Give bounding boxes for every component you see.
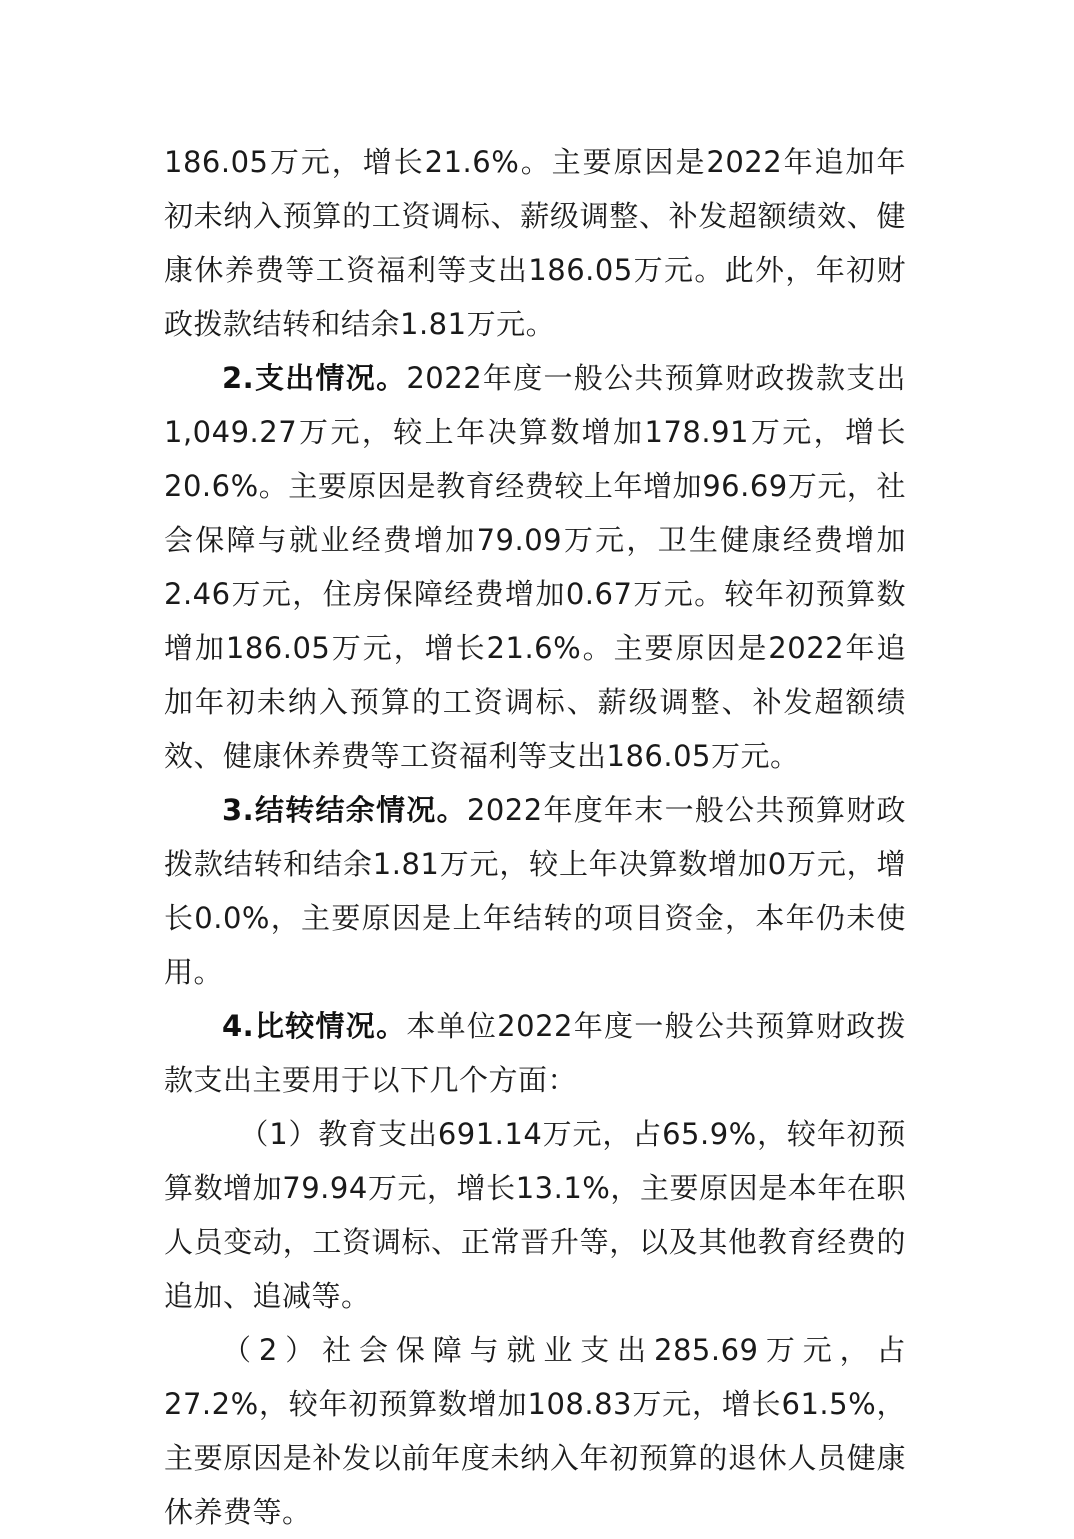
paragraph-revenue-continuation [164, 135, 906, 351]
paragraph-education [164, 1107, 906, 1323]
section-heading-expenditure: 2.支出情况。 [222, 361, 407, 395]
paragraph-carryover [164, 783, 906, 999]
paragraph-text: 186.05万元，增长21.6%。主要原因是2022年追加年初未纳入预算的工资调标、薪级调整、补发超额绩效、健康休养费等工资福利等支出186.05万元。此外，年初财政拨款结转和结余1.81万元。 [164, 145, 906, 341]
paragraph-comparison [164, 999, 906, 1107]
paragraph-expenditure [164, 351, 906, 783]
paragraph-text: 2022年度一般公共预算财政拨款支出1,049.27万元，较上年决算数增加178.91万元，增长20.6%。主要原因是教育经费较上年增加96.69万元，社会保障与就业经费增加79.09万元，卫生健康经费增加2.46万元，住房保障经费增加0.67万元。较年初预算数增加186.05万元，增长21.6%。主要原因是2022年追加年初未纳入预算的工资调标、薪级调整、补发超额绩效、健康休养费等工资福利等支出186.05万元。 [164, 361, 906, 773]
paragraph-text: （2）社会保障与就业支出285.69万元，占27.2%，较年初预算数增加108.83万元，增长61.5%，主要原因是补发以前年度未纳入年初预算的退休人员健康休养费等。 [164, 1333, 906, 1529]
paragraph-text: （1）教育支出691.14万元，占65.9%，较年初预算数增加79.94万元，增长13.1%，主要原因是本年在职人员变动，工资调标、正常晋升等，以及其他教育经费的追加、追减等。 [164, 1117, 906, 1313]
section-heading-carryover: 3.结转结余情况。 [222, 793, 467, 827]
section-heading-comparison: 4.比较情况。 [222, 1009, 407, 1043]
document-page [164, 135, 906, 1539]
paragraph-text: 2022年度年末一般公共预算财政拨款结转和结余1.81万元，较上年决算数增加0万元，增长0.0%，主要原因是上年结转的项目资金，本年仍未使用。 [164, 793, 906, 989]
paragraph-text: 本单位2022年度一般公共预算财政拨款支出主要用于以下几个方面： [164, 1009, 906, 1097]
paragraph-social-security [164, 1323, 906, 1539]
